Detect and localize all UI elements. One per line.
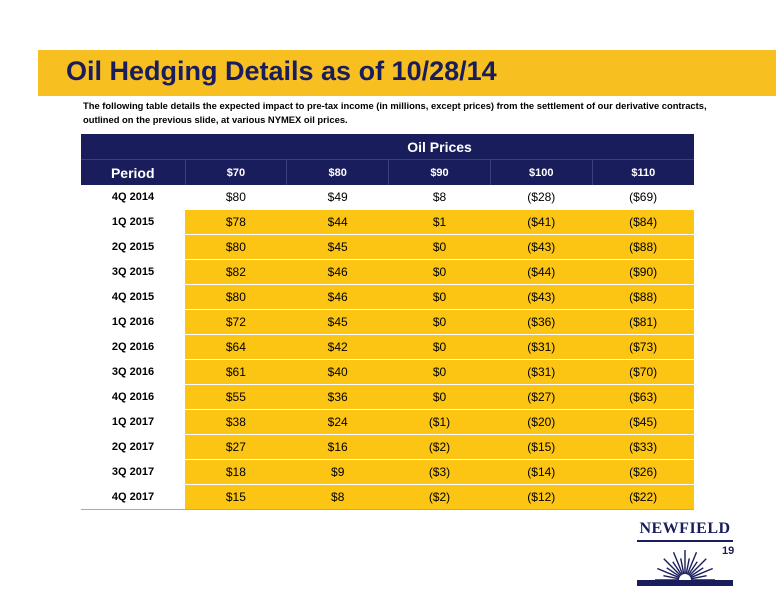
value-cell: ($14) (490, 460, 592, 485)
value-cell: $80 (185, 285, 287, 310)
value-cell: $8 (389, 185, 491, 210)
table-row (81, 485, 694, 510)
period-cell: 3Q 2017 (81, 460, 185, 485)
value-cell: $0 (389, 310, 491, 335)
value-cell: ($31) (490, 360, 592, 385)
value-cell: ($2) (389, 435, 491, 460)
table-row (81, 460, 694, 485)
period-cell: 4Q 2015 (81, 285, 185, 310)
value-cell: $9 (287, 460, 389, 485)
value-cell: $1 (389, 210, 491, 235)
value-cell: ($41) (490, 210, 592, 235)
value-cell: $18 (185, 460, 287, 485)
value-cell: ($90) (592, 260, 694, 285)
period-cell: 3Q 2015 (81, 260, 185, 285)
table-row (81, 185, 694, 210)
logo-text: NEWFIELD (639, 520, 731, 537)
value-cell: ($88) (592, 285, 694, 310)
value-cell: $55 (185, 385, 287, 410)
oil-prices-header: Oil Prices (185, 134, 694, 160)
price-header: $80 (287, 160, 389, 186)
table-row (81, 210, 694, 235)
value-cell: $38 (185, 410, 287, 435)
value-cell: ($88) (592, 235, 694, 260)
value-cell: ($1) (389, 410, 491, 435)
value-cell: $8 (287, 485, 389, 510)
value-cell: $0 (389, 385, 491, 410)
table-row (81, 360, 694, 385)
value-cell: ($73) (592, 335, 694, 360)
value-cell: $44 (287, 210, 389, 235)
value-cell: ($70) (592, 360, 694, 385)
value-cell: $0 (389, 360, 491, 385)
value-cell: $36 (287, 385, 389, 410)
period-cell: 3Q 2016 (81, 360, 185, 385)
value-cell: ($15) (490, 435, 592, 460)
value-cell: $45 (287, 310, 389, 335)
value-cell: $0 (389, 235, 491, 260)
table-column-header-row (81, 160, 694, 186)
value-cell: $61 (185, 360, 287, 385)
value-cell: ($28) (490, 185, 592, 210)
price-header: $90 (389, 160, 491, 186)
value-cell: $80 (185, 235, 287, 260)
value-cell: ($22) (592, 485, 694, 510)
value-cell: ($26) (592, 460, 694, 485)
value-cell: ($12) (490, 485, 592, 510)
value-cell: $49 (287, 185, 389, 210)
table-body (81, 185, 694, 510)
value-cell: $27 (185, 435, 287, 460)
page-subtitle: The following table details the expected impact to pre-tax income (in millions, except prices) from the settlement of our derivative contracts, outlined on the previous slide, at various NYMEX oil prices. (83, 100, 707, 125)
value-cell: ($20) (490, 410, 592, 435)
period-cell: 2Q 2016 (81, 335, 185, 360)
value-cell: ($45) (592, 410, 694, 435)
value-cell: $64 (185, 335, 287, 360)
value-cell: $0 (389, 335, 491, 360)
value-cell: $0 (389, 285, 491, 310)
value-cell: ($84) (592, 210, 694, 235)
period-cell: 4Q 2016 (81, 385, 185, 410)
table-row (81, 235, 694, 260)
period-cell: 4Q 2017 (81, 485, 185, 510)
sunburst-ray (664, 559, 681, 576)
period-cell: 2Q 2017 (81, 435, 185, 460)
value-cell: ($3) (389, 460, 491, 485)
value-cell: $24 (287, 410, 389, 435)
sunburst-ray (689, 559, 706, 576)
price-header: $70 (185, 160, 287, 186)
value-cell: ($69) (592, 185, 694, 210)
period-cell: 1Q 2017 (81, 410, 185, 435)
table-row (81, 435, 694, 460)
table-row (81, 410, 694, 435)
table-row (81, 385, 694, 410)
value-cell: $0 (389, 260, 491, 285)
value-cell: $80 (185, 185, 287, 210)
page-number: 19 (722, 545, 735, 557)
period-cell: 1Q 2016 (81, 310, 185, 335)
period-cell: 4Q 2014 (81, 185, 185, 210)
value-cell: $16 (287, 435, 389, 460)
table-group-header-row (81, 134, 694, 160)
value-cell: ($27) (490, 385, 592, 410)
value-cell: $15 (185, 485, 287, 510)
value-cell: $45 (287, 235, 389, 260)
value-cell: ($43) (490, 235, 592, 260)
table-row (81, 310, 694, 335)
value-cell: $46 (287, 285, 389, 310)
value-cell: $72 (185, 310, 287, 335)
page-title: Oil Hedging Details as of 10/28/14 (66, 56, 497, 86)
value-cell: ($44) (490, 260, 592, 285)
price-header: $100 (490, 160, 592, 186)
value-cell: ($43) (490, 285, 592, 310)
value-cell: ($33) (592, 435, 694, 460)
period-cell: 2Q 2015 (81, 235, 185, 260)
table-row (81, 260, 694, 285)
price-header: $110 (592, 160, 694, 186)
value-cell: $82 (185, 260, 287, 285)
value-cell: $78 (185, 210, 287, 235)
value-cell: ($36) (490, 310, 592, 335)
value-cell: ($81) (592, 310, 694, 335)
value-cell: ($31) (490, 335, 592, 360)
table-row (81, 285, 694, 310)
value-cell: $40 (287, 360, 389, 385)
period-header: Period (81, 160, 185, 186)
value-cell: $42 (287, 335, 389, 360)
table-row (81, 335, 694, 360)
value-cell: ($2) (389, 485, 491, 510)
group-header-spacer (81, 134, 185, 160)
period-cell: 1Q 2015 (81, 210, 185, 235)
value-cell: ($63) (592, 385, 694, 410)
oil-hedging-table (81, 134, 694, 510)
value-cell: $46 (287, 260, 389, 285)
